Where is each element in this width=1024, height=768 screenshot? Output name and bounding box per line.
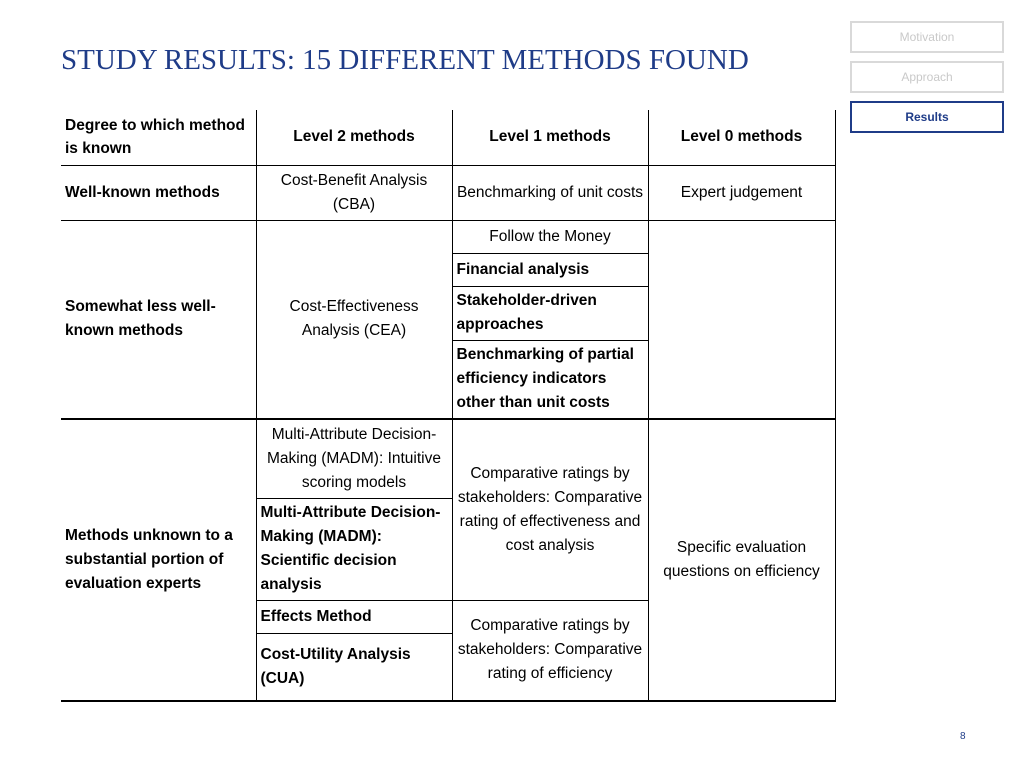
cell-madm-intuitive: Multi-Attribute Decision-Making (MADM): Intuitive scoring models	[256, 419, 452, 498]
cell-cba: Cost-Benefit Analysis (CBA)	[256, 165, 452, 220]
cell-cua: Cost-Utility Analysis (CUA)	[256, 633, 452, 701]
header-level-2: Level 2 methods	[256, 110, 452, 165]
row-label-unknown: Methods unknown to a substantial portion of evaluation experts	[61, 419, 256, 701]
nav-approach-button[interactable]: Approach	[850, 61, 1004, 93]
cell-stakeholder-driven: Stakeholder-driven approaches	[452, 286, 648, 340]
cell-financial-analysis: Financial analysis	[452, 253, 648, 286]
page-number: 8	[960, 731, 966, 742]
row-label-somewhat: Somewhat less well-known methods	[61, 220, 256, 419]
nav-motivation-button[interactable]: Motivation	[850, 21, 1004, 53]
cell-benchmarking-partial: Benchmarking of partial efficiency indicators other than unit costs	[452, 340, 648, 419]
cell-specific-questions: Specific evaluation questions on efficiency	[648, 419, 835, 701]
header-degree: Degree to which method is known	[61, 110, 256, 165]
header-level-0: Level 0 methods	[648, 110, 835, 165]
table-row	[61, 220, 835, 253]
cell-comparative-efficiency: Comparative ratings by stakeholders: Comparative rating of efficiency	[452, 600, 648, 701]
cell-somewhat-level0-empty	[648, 220, 835, 419]
table-row	[61, 419, 835, 498]
cell-effects-method: Effects Method	[256, 600, 452, 633]
cell-cea: Cost-Effectiveness Analysis (CEA)	[256, 220, 452, 419]
cell-benchmarking-unit-costs: Benchmarking of unit costs	[452, 165, 648, 220]
row-label-well-known: Well-known methods	[61, 165, 256, 220]
slide-title: STUDY RESULTS: 15 DIFFERENT METHODS FOUND	[61, 44, 749, 76]
header-level-1: Level 1 methods	[452, 110, 648, 165]
cell-madm-scientific: Multi-Attribute Decision-Making (MADM): Scientific decision analysis	[256, 498, 452, 600]
cell-follow-the-money: Follow the Money	[452, 220, 648, 253]
cell-expert-judgement: Expert judgement	[648, 165, 835, 220]
table-row	[61, 165, 835, 220]
nav-results-button[interactable]: Results	[850, 101, 1004, 133]
table-header-row	[61, 110, 835, 165]
methods-table	[61, 110, 836, 702]
cell-comparative-effectiveness: Comparative ratings by stakeholders: Comparative rating of effectiveness and cost analysis	[452, 419, 648, 600]
